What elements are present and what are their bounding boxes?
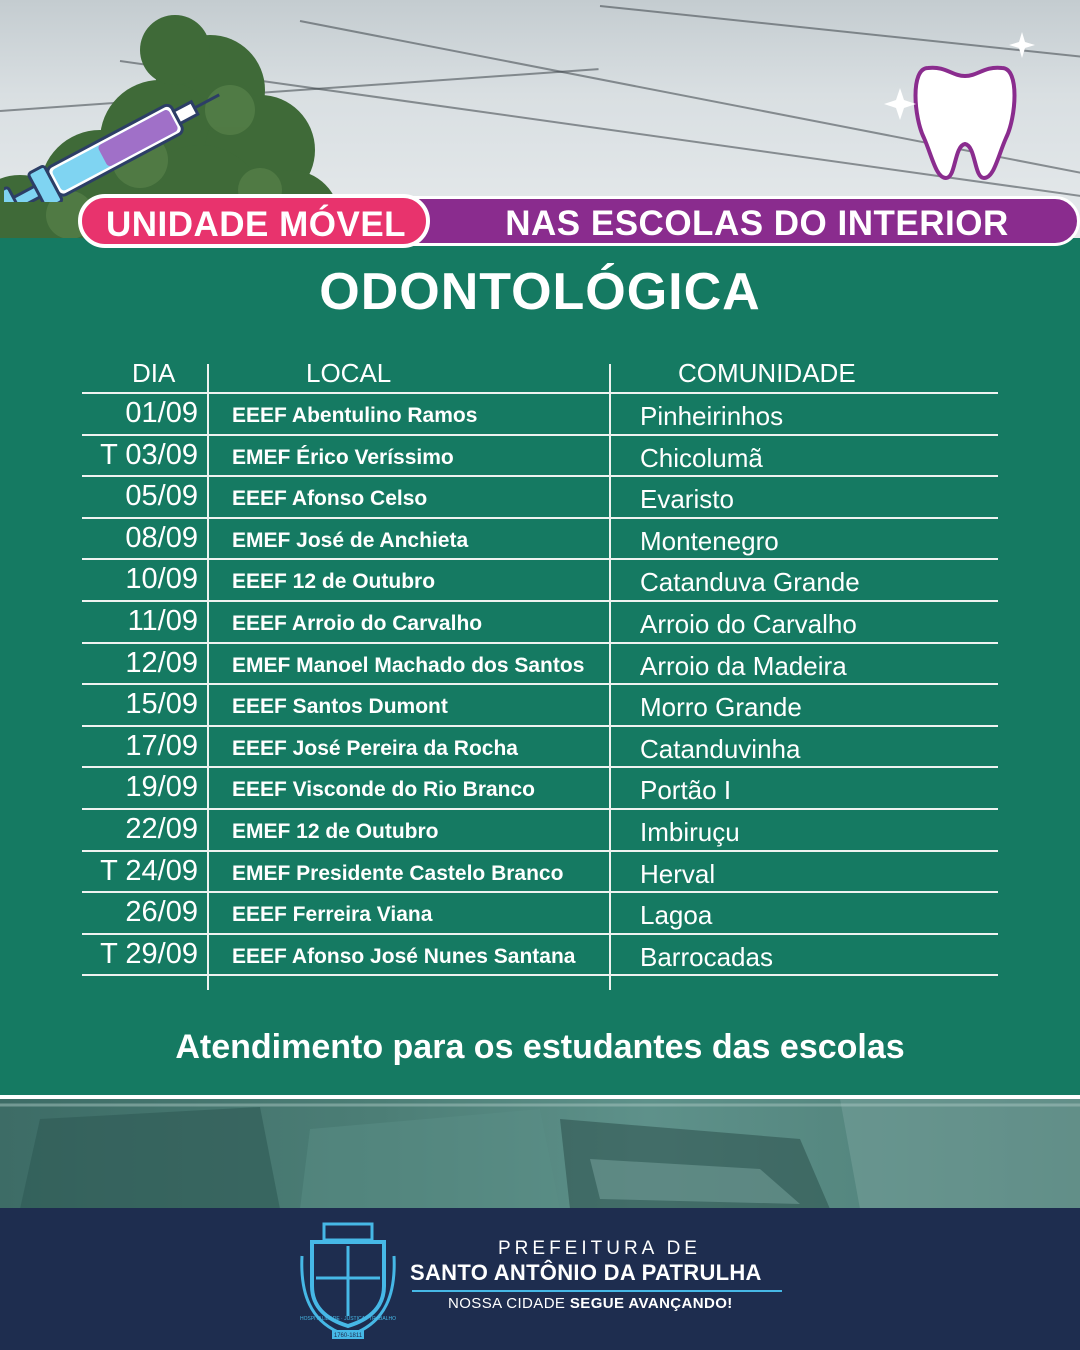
footer-slogan-regular: NOSSA CIDADE (448, 1295, 570, 1312)
row-comunidade: Imbiruçu (640, 817, 740, 847)
row-divider (82, 850, 998, 852)
row-local: EMEF 12 de Outubro (232, 820, 439, 843)
row-local: EMEF Presidente Castelo Branco (232, 861, 564, 885)
row-local: EMEF Manoel Machado dos Santos (232, 653, 585, 677)
row-dia: T 29/09 (100, 937, 198, 970)
badge-unidade-movel-label: UNIDADE MÓVEL (105, 205, 407, 244)
badge-interior (358, 196, 1080, 246)
row-comunidade: Herval (640, 858, 716, 889)
footer-slogan (448, 1295, 733, 1312)
footer-slogan-bold: SEGUE AVANÇANDO! (569, 1295, 733, 1312)
row-divider (82, 392, 998, 394)
row-comunidade: Portão I (640, 775, 732, 806)
row-local: EEEF Afonso José Nunes Santana (232, 944, 576, 968)
row-dia: 26/09 (125, 896, 198, 929)
row-comunidade: Chicolumã (640, 442, 763, 473)
row-comunidade: Pinheirinhos (640, 401, 784, 431)
row-local: EMEF Érico Veríssimo (232, 445, 454, 469)
footer-divider (412, 1290, 782, 1292)
tooth-icon (880, 28, 1050, 198)
row-comunidade: Lagoa (640, 900, 713, 931)
row-divider (82, 642, 998, 644)
row-divider (82, 434, 998, 436)
row-dia: 22/09 (125, 813, 198, 845)
row-dia: 05/09 (125, 480, 198, 513)
row-divider (82, 891, 998, 893)
row-divider (82, 725, 998, 727)
column-divider (609, 364, 611, 990)
row-comunidade: Catanduvinha (640, 733, 801, 764)
row-local: EEEF Ferreira Viana (232, 903, 433, 927)
footer-line1: PREFEITURA DE (498, 1238, 701, 1259)
row-dia: 01/09 (125, 397, 198, 429)
row-dia: 17/09 (125, 729, 198, 762)
row-local: EEEF Abentulino Ramos (232, 404, 478, 427)
row-divider (82, 683, 998, 685)
row-local: EMEF José de Anchieta (232, 528, 469, 552)
row-local: EEEF Santos Dumont (232, 695, 448, 719)
row-comunidade: Arroio do Carvalho (640, 609, 857, 639)
crest-years: 1760-1811 (333, 1333, 363, 1339)
row-comunidade: Evaristo (640, 484, 734, 515)
row-local: EEEF José Pereira da Rocha (232, 736, 518, 760)
row-divider (82, 808, 998, 810)
row-dia: 10/09 (125, 563, 198, 596)
row-dia: 19/09 (125, 771, 198, 804)
row-dia: T 03/09 (100, 438, 198, 471)
row-divider (82, 766, 998, 768)
vehicle-photo (0, 1099, 1080, 1209)
row-dia: T 24/09 (100, 854, 198, 887)
column-header-comunidade: COMUNIDADE (678, 358, 856, 388)
crest-icon (298, 1216, 398, 1340)
badge-unidade-movel (78, 194, 430, 248)
row-dia: 11/09 (127, 605, 198, 637)
crest-motto: HOSPITALIDADE · JUSTIÇA · TRABALHO (300, 1316, 396, 1322)
page-title: ODONTOLÓGICA (319, 263, 761, 321)
row-comunidade: Catanduva Grande (640, 567, 860, 598)
badge-interior-label: NAS ESCOLAS DO INTERIOR (505, 204, 1009, 243)
footer-city-name: SANTO ANTÔNIO DA PATRULHA (410, 1260, 762, 1285)
syringe-icon (4, 92, 234, 202)
row-local: EEEF Visconde do Rio Branco (232, 778, 536, 802)
row-comunidade: Morro Grande (640, 692, 802, 723)
row-comunidade: Arroio da Madeira (640, 650, 847, 681)
row-divider (82, 933, 998, 935)
vehicle-shape (0, 1099, 1080, 1209)
row-divider (82, 974, 998, 976)
row-local: EEEF Afonso Celso (232, 487, 428, 511)
row-local: EEEF 12 de Outubro (232, 570, 436, 594)
row-dia: 08/09 (125, 521, 198, 554)
column-divider (207, 364, 209, 990)
row-local: EEEF Arroio do Carvalho (232, 612, 483, 635)
row-divider (82, 600, 998, 602)
column-header-dia: DIA (132, 358, 176, 388)
row-divider (82, 558, 998, 560)
row-divider (82, 475, 998, 477)
row-dia: 12/09 (125, 646, 198, 679)
column-header-local: LOCAL (306, 358, 392, 388)
row-comunidade: Montenegro (640, 525, 779, 556)
row-dia: 15/09 (125, 688, 198, 721)
row-divider (82, 517, 998, 519)
row-comunidade: Barrocadas (640, 941, 773, 972)
title-badges (78, 194, 1009, 248)
footnote: Atendimento para os estudantes das escolas (175, 1028, 905, 1066)
